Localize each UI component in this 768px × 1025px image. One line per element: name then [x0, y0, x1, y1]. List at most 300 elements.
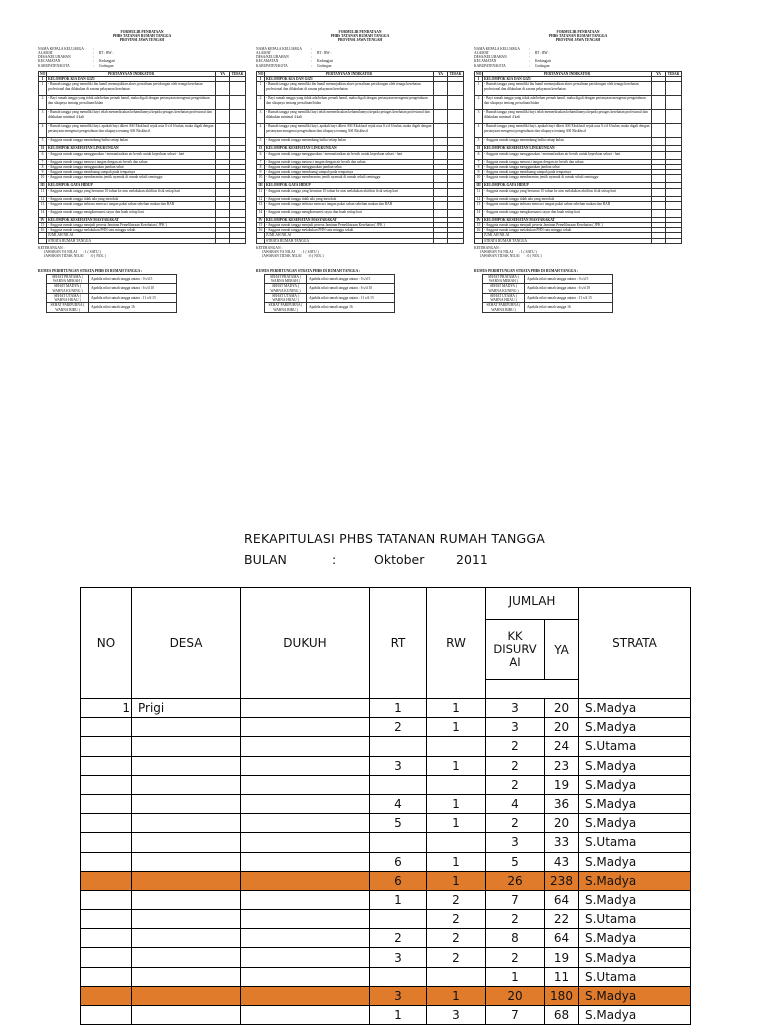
form-row-tidak-cell[interactable]	[230, 209, 246, 217]
form-meta-colon: :	[311, 46, 312, 51]
form-rumus-row	[483, 284, 613, 293]
form-col-question: PERTANYAAN INDIKATOR	[483, 71, 652, 76]
form-row-no: 4	[257, 124, 265, 138]
row-no	[81, 775, 132, 794]
form-row-ya-cell[interactable]	[434, 175, 448, 183]
form-rumus-desc: Apabila nilai rumah tangga antara : 11 s/d 15	[307, 293, 395, 302]
row-dukuh	[241, 756, 370, 775]
form-row-ya-cell[interactable]	[216, 151, 230, 159]
form-table-row	[475, 110, 682, 124]
form-keterangan-score: : 1 ( SATU )	[82, 250, 101, 255]
form-meta-key: ALAMAT	[474, 50, 489, 55]
form-table-row	[39, 110, 246, 124]
row-rt: 3	[370, 756, 427, 775]
table-row	[81, 794, 691, 813]
row-desa	[132, 718, 241, 737]
row-kk: 2	[486, 737, 545, 756]
row-kk: 20	[486, 986, 545, 1005]
form-rumus-desc: Apabila nilai rumah tangga antara : 6 s/d 10	[89, 284, 177, 293]
row-strata: S.Madya	[579, 986, 691, 1005]
form-row-ya-cell[interactable]	[216, 124, 230, 138]
form-row-no: 2	[39, 96, 47, 110]
form-row-question: - Anggota rumah tangga terbiasa mencuci tangan pakai sabun sebelum makan dan BAB	[265, 201, 434, 209]
form-rumus-row	[265, 284, 395, 293]
form-row-tidak-cell[interactable]	[230, 175, 246, 183]
form-row-question: - Anggota rumah tangga tidak ada yang merokok	[265, 196, 434, 201]
form-row-ya-cell[interactable]	[652, 96, 666, 110]
form-header-line: PROVINSI JAWA TENGAH	[555, 38, 601, 43]
form-row-tidak-cell[interactable]	[230, 188, 246, 196]
form-meta-value: Grobogan	[535, 63, 550, 68]
year-value: 2011	[456, 552, 488, 567]
form-row-no: II	[39, 146, 47, 151]
form-row-ya-cell[interactable]	[216, 175, 230, 183]
form-rumus-desc: Apabila nilai rumah tangga antara : 11 s/d 15	[89, 293, 177, 302]
form-rumus-desc: Apabila nilai rumah tangga antara : 0 s/d 5	[307, 274, 395, 283]
form-row-ya-cell[interactable]	[434, 124, 448, 138]
form-row-no: 12	[475, 196, 483, 201]
row-ya: 23	[545, 756, 579, 775]
form-row-question: - Anggota rumah tangga menggunakan / memanfaatkan air bersih untuk keperluan sehari - hari	[483, 151, 652, 159]
form-meta-key: DESA/KELURAHAN	[256, 55, 289, 60]
row-kk: 4	[486, 794, 545, 813]
form-row-tidak-cell[interactable]	[448, 201, 464, 209]
form-table-row	[257, 138, 464, 146]
form-keterangan-line	[474, 254, 682, 258]
row-ya: 19	[545, 948, 579, 967]
row-rw: 3	[427, 1006, 486, 1025]
form-rumus-row	[483, 303, 613, 312]
form-row-tidak-cell[interactable]	[666, 138, 682, 146]
row-rt	[370, 775, 427, 794]
form-row-question: KELOMPOK KESEHATAN LINGKUNGAN	[483, 146, 652, 151]
form-meta-key: KECAMATAN	[474, 59, 497, 64]
form-table-row	[475, 175, 682, 183]
form-row-question: JUMLAH NILAI	[265, 233, 434, 238]
form-row-no: 12	[39, 196, 47, 201]
form-row-tidak-cell[interactable]	[448, 188, 464, 196]
form-row-question: KELOMPOK KESEHATAN MASYARAKAT	[265, 217, 434, 222]
form-row-ya-cell[interactable]	[216, 110, 230, 124]
row-desa	[132, 967, 241, 986]
form-row-ya-cell[interactable]	[652, 82, 666, 96]
form-row-question: - Anggota rumah tangga menimbang balita setiap bulan	[265, 138, 434, 146]
form-table-row	[257, 96, 464, 110]
form-row-question: - Anggota rumah tangga yang berumur 10 tahun ke atas melakukan aktifitas fisik setiap hari	[47, 188, 216, 196]
form-meta-value: RT : RW :	[99, 50, 114, 55]
form-row-no: 7	[475, 159, 483, 164]
form-row-tidak-cell[interactable]	[448, 138, 464, 146]
form-row-no: 11	[39, 188, 47, 196]
form-row-no: III	[40, 183, 45, 188]
form-row-no: 10	[475, 175, 483, 183]
col-jumlah: JUMLAH	[486, 588, 579, 620]
form-row-question: KELOMPOK GAYA HIDUP	[265, 183, 434, 188]
form-rumus-table	[264, 274, 395, 313]
row-rw: 2	[427, 948, 486, 967]
row-strata: S.Madya	[579, 852, 691, 871]
row-kk: 2	[486, 775, 545, 794]
form-row-question: - Anggota rumah tangga tidak ada yang merokok	[47, 196, 216, 201]
form-row-question: - Anggota rumah tangga membuang sampah pada tempatnya	[47, 170, 216, 175]
row-no	[81, 929, 132, 948]
form-row-tidak-cell[interactable]	[230, 82, 246, 96]
form-row-tidak-cell[interactable]	[666, 151, 682, 159]
form-row-question: - Rumah tangga yang memiliki ibu hamil menunjukkan akses persalinan pertolongan oleh tenaga kesehatan profesional dan dilakukan di sarana pelayanan kesehatan	[47, 82, 216, 96]
form-row-no: 5	[257, 138, 265, 146]
row-ya: 19	[545, 775, 579, 794]
form-row-ya-cell[interactable]	[216, 201, 230, 209]
form-row-ya-cell[interactable]	[652, 151, 666, 159]
form-rumus-strata: SEHAT PARIPURNA ( WARNA BIRU )	[47, 303, 89, 312]
row-no	[81, 756, 132, 775]
form-row-question: - Rumah tangga yang memiliki bayi, apakah bayi diberi ASI Eksklusif sejak usia 0 s/d 6 bulan, maka digali dengan pertanyaan mengenai pengetahuan dan sikapnya tentang ASI Eksklusif	[265, 124, 434, 138]
row-rw: 1	[427, 986, 486, 1005]
form-keterangan-line	[256, 254, 464, 258]
form-row-tidak-cell[interactable]	[666, 82, 682, 96]
row-no	[81, 986, 132, 1005]
form-table-row	[39, 209, 246, 217]
col-desa: DESA	[132, 588, 241, 699]
form-row-no: I	[257, 77, 265, 82]
form-row-tidak-cell[interactable]	[230, 124, 246, 138]
row-rw	[427, 775, 486, 794]
form-row-ya-cell[interactable]	[434, 201, 448, 209]
form-row-ya-cell[interactable]	[216, 188, 230, 196]
row-no	[81, 852, 132, 871]
row-desa	[132, 794, 241, 813]
form-row-tidak-cell[interactable]	[448, 175, 464, 183]
form-row-ya-cell[interactable]	[652, 238, 666, 243]
row-rt: 3	[370, 948, 427, 967]
row-desa	[132, 890, 241, 909]
row-kk: 8	[486, 929, 545, 948]
form-meta-value: RT : RW :	[535, 50, 550, 55]
row-no	[81, 910, 132, 929]
row-rw: 2	[427, 929, 486, 948]
form-row-tidak-cell[interactable]	[666, 124, 682, 138]
form-keterangan-title: KETERANGAN :	[38, 245, 65, 250]
row-rw: 1	[427, 756, 486, 775]
form-row-no: 10	[39, 175, 47, 183]
form-row-question: KELOMPOK KIA DAN GIZI	[47, 77, 216, 82]
form-rumus-row	[483, 293, 613, 302]
table-row	[81, 833, 691, 852]
form-row-ya-cell[interactable]	[652, 201, 666, 209]
form-row-tidak-cell[interactable]	[448, 209, 464, 217]
form-header-line: FORMULIR PENDATAAN	[556, 30, 600, 34]
row-rw: 1	[427, 852, 486, 871]
form-row-no: III	[258, 183, 263, 188]
row-no	[81, 814, 132, 833]
row-kk: 7	[486, 1006, 545, 1025]
form-row-tidak-cell[interactable]	[448, 124, 464, 138]
survey-forms-area	[38, 30, 688, 430]
form-row-question: - Anggota rumah tangga menggunakan jamban sehat	[265, 164, 434, 169]
form-row-ya-cell[interactable]	[216, 138, 230, 146]
form-row-no: 3	[39, 110, 47, 124]
form-row-tidak-cell[interactable]	[666, 238, 682, 243]
form-keterangan	[474, 246, 682, 259]
form-row-tidak-cell[interactable]	[448, 151, 464, 159]
form-row-no: 11	[257, 188, 265, 196]
form-row-no: 3	[257, 110, 265, 124]
form-meta-colon: :	[93, 46, 94, 51]
form-rumus-row	[47, 293, 177, 302]
form-row-question: KELOMPOK GAYA HIDUP	[483, 183, 652, 188]
table-row	[81, 890, 691, 909]
form-row-tidak-cell[interactable]	[230, 110, 246, 124]
form-row-ya-cell[interactable]	[216, 238, 230, 243]
form-row-tidak-cell[interactable]	[666, 96, 682, 110]
form-row-no: 13	[257, 201, 265, 209]
form-row-question: - Anggota rumah tangga mengkonsumsi sayur dan buah setiap hari	[47, 209, 216, 217]
row-rt: 1	[370, 1006, 427, 1025]
form-col-no: NO	[476, 71, 482, 76]
form-rumus-strata: SEHAT PRATAMA ( WARNA MERAH )	[47, 274, 89, 283]
form-row-no: 15	[257, 222, 265, 227]
form-row-question: - Anggota rumah tangga menimbang balita setiap bulan	[483, 138, 652, 146]
table-row	[81, 718, 691, 737]
form-row-tidak-cell[interactable]	[666, 201, 682, 209]
row-ya: 180	[545, 986, 579, 1005]
form-row-no: 10	[257, 175, 265, 183]
form-row-question: - Anggota rumah tangga tidak ada yang merokok	[483, 196, 652, 201]
form-meta-colon: :	[311, 50, 312, 55]
form-table-row	[39, 238, 246, 243]
form-rumus-strata: SEHAT PRATAMA ( WARNA MERAH )	[265, 274, 307, 283]
form-meta-value: Kedungjati	[317, 59, 333, 64]
form-row-tidak-cell[interactable]	[666, 175, 682, 183]
form-row-tidak-cell[interactable]	[448, 96, 464, 110]
form-row-ya-cell[interactable]	[434, 82, 448, 96]
form-row-ya-cell[interactable]	[216, 209, 230, 217]
row-dukuh	[241, 775, 370, 794]
row-rt: 1	[370, 699, 427, 718]
row-strata: S.Madya	[579, 1006, 691, 1025]
survey-form-middle	[256, 30, 464, 313]
form-row-tidak-cell[interactable]	[666, 209, 682, 217]
form-row-question: - Anggota rumah tangga terbiasa mencuci tangan pakai sabun sebelum makan dan BAB	[483, 201, 652, 209]
form-row-question: - Rumah tangga yang memiliki ibu hamil menunjukkan akses persalinan pertolongan oleh tenaga kesehatan profesional dan dilakukan di sarana pelayanan kesehatan	[265, 82, 434, 96]
row-strata: S.Madya	[579, 699, 691, 718]
form-row-question: - Anggota rumah tangga mencuci tangan dengan air bersih dan sabun	[265, 159, 434, 164]
form-header-line: PHBS TATANAN RUMAH TANGGA	[548, 34, 608, 39]
row-kk: 3	[486, 718, 545, 737]
form-row-tidak-cell[interactable]	[448, 238, 464, 243]
form-meta	[38, 47, 246, 68]
form-rumus	[474, 269, 682, 313]
form-rumus-desc: Apabila nilai rumah tangga 16	[525, 303, 613, 312]
form-row-no: 8	[475, 164, 483, 169]
form-row-question: - Rumah tangga yang memiliki bayi, apakah bayi diberi ASI Eksklusif sejak usia 0 s/d 6 bulan, maka digali dengan pertanyaan mengenai pengetahuan dan sikapnya tentang ASI Eksklusif	[483, 124, 652, 138]
table-row	[81, 910, 691, 929]
row-strata: S.Madya	[579, 756, 691, 775]
row-ya: 11	[545, 967, 579, 986]
row-dukuh	[241, 929, 370, 948]
row-dukuh	[241, 890, 370, 909]
row-ya: 33	[545, 833, 579, 852]
month-colon: :	[332, 552, 337, 567]
form-row-ya-cell[interactable]	[652, 175, 666, 183]
form-row-ya-cell[interactable]	[434, 110, 448, 124]
form-row-question: KELOMPOK KIA DAN GIZI	[483, 77, 652, 82]
form-rumus-desc: Apabila nilai rumah tangga 16	[89, 303, 177, 312]
form-row-no: IV	[476, 217, 481, 222]
form-row-question: STRATA RUMAH TANGGA	[265, 238, 434, 243]
form-row-question: STRATA RUMAH TANGGA	[47, 238, 216, 243]
row-rt: 6	[370, 871, 427, 890]
form-row-tidak-cell[interactable]	[230, 151, 246, 159]
form-meta-row	[38, 64, 246, 68]
form-meta-colon: :	[93, 59, 94, 64]
form-header-line: PHBS TATANAN RUMAH TANGGA	[112, 34, 172, 39]
form-row-ya-cell[interactable]	[434, 138, 448, 146]
row-no	[81, 890, 132, 909]
form-row-no	[39, 238, 47, 243]
form-header-line: FORMULIR PENDATAAN	[120, 30, 164, 34]
form-row-no: IV	[258, 217, 263, 222]
form-row-question: - Anggota rumah tangga menjadi peserta Jaminan Pemeliharaan Kesehatan ( JPK )	[47, 222, 216, 227]
form-keterangan	[256, 246, 464, 259]
form-rumus	[256, 269, 464, 313]
form-keterangan-answer: JAWABAN TIDAK NILAI	[262, 254, 302, 259]
form-row-ya-cell[interactable]	[434, 151, 448, 159]
row-no: 1	[81, 699, 132, 718]
form-row-question: KELOMPOK GAYA HIDUP	[47, 183, 216, 188]
form-table-row	[39, 82, 246, 96]
table-row	[81, 737, 691, 756]
row-desa	[132, 737, 241, 756]
row-no	[81, 871, 132, 890]
form-row-ya-cell[interactable]	[434, 96, 448, 110]
form-row-tidak-cell[interactable]	[230, 138, 246, 146]
form-row-no: 14	[39, 209, 47, 217]
form-row-no: 2	[475, 96, 483, 110]
form-row-no: II	[475, 146, 483, 151]
form-row-ya-cell[interactable]	[216, 96, 230, 110]
form-rumus-row	[265, 274, 395, 283]
row-rw: 1	[427, 794, 486, 813]
col-rw: RW	[427, 588, 486, 699]
form-row-question: - Anggota rumah tangga menggunakan / memanfaatkan air bersih untuk keperluan sehari - hari	[47, 151, 216, 159]
form-table-row	[39, 201, 246, 209]
form-rumus-row	[265, 293, 395, 302]
form-row-tidak-cell[interactable]	[230, 238, 246, 243]
form-table-row	[39, 96, 246, 110]
form-rumus-row	[47, 303, 177, 312]
form-row-tidak-cell[interactable]	[448, 82, 464, 96]
form-col-ya: YA	[216, 71, 230, 76]
form-table-row	[257, 124, 464, 138]
row-rw: 2	[427, 890, 486, 909]
form-row-ya-cell[interactable]	[434, 209, 448, 217]
table-row	[81, 814, 691, 833]
form-rumus-desc: Apabila nilai rumah tangga antara : 0 s/d 5	[525, 274, 613, 283]
form-row-question: - Anggota rumah tangga menggunakan jamban sehat	[483, 164, 652, 169]
row-dukuh	[241, 852, 370, 871]
form-row-ya-cell[interactable]	[652, 138, 666, 146]
row-rt	[370, 737, 427, 756]
form-row-tidak-cell[interactable]	[230, 96, 246, 110]
form-row-question: - Anggota rumah tangga memberantas jentik nyamuk di rumah sekali seminggu	[483, 175, 652, 183]
form-rumus-row	[483, 274, 613, 283]
form-row-question: - Rumah tangga yang memiliki bayi telah memeriksakan kehamilannya kepada petugas kesehatan profesional dan dilakukan minimal 4 kali	[483, 110, 652, 124]
row-strata: S.Utama	[579, 910, 691, 929]
form-meta-colon: :	[529, 46, 530, 51]
form-row-question: - Anggota rumah tangga yang berumur 10 tahun ke atas melakukan aktifitas fisik setiap hari	[265, 188, 434, 196]
form-row-question: - Anggota rumah tangga membuang sampah pada tempatnya	[265, 170, 434, 175]
form-rumus-strata: SEHAT UTAMA ( WARNA HIJAU )	[47, 293, 89, 302]
form-table-row	[257, 110, 464, 124]
form-table-row	[257, 175, 464, 183]
row-ya: 20	[545, 699, 579, 718]
form-row-ya-cell[interactable]	[434, 238, 448, 243]
form-header-line: PHBS TATANAN RUMAH TANGGA	[330, 34, 390, 39]
form-keterangan-score: : 0 ( NOL )	[307, 254, 324, 259]
form-row-ya-cell[interactable]	[652, 209, 666, 217]
form-table-row	[475, 201, 682, 209]
form-keterangan-answer: JAWABAN TIDAK NILAI	[480, 254, 520, 259]
form-row-tidak-cell[interactable]	[448, 110, 464, 124]
form-row-no: 9	[475, 170, 483, 175]
row-rw: 1	[427, 699, 486, 718]
form-indicator-table	[256, 71, 464, 244]
form-row-ya-cell[interactable]	[652, 110, 666, 124]
form-row-ya-cell[interactable]	[652, 188, 666, 196]
form-row-question: JUMLAH NILAI	[47, 233, 216, 238]
form-meta-key: NAMA KEPALA KELUARGA	[256, 46, 302, 51]
form-table-row	[475, 209, 682, 217]
form-meta	[474, 47, 682, 68]
form-rumus-strata: SEHAT PARIPURNA ( WARNA BIRU )	[483, 303, 525, 312]
table-row	[81, 756, 691, 775]
table-row	[81, 775, 691, 794]
row-rw: 1	[427, 814, 486, 833]
row-no	[81, 1006, 132, 1025]
form-row-tidak-cell[interactable]	[230, 201, 246, 209]
form-meta-colon: :	[529, 50, 530, 55]
table-row	[81, 871, 691, 890]
row-desa	[132, 833, 241, 852]
form-row-no: 8	[257, 164, 265, 169]
form-keterangan-answer: JAWABAN YA NILAI	[44, 250, 77, 255]
form-row-ya-cell[interactable]	[216, 82, 230, 96]
row-strata: S.Madya	[579, 794, 691, 813]
row-dukuh	[241, 948, 370, 967]
form-meta-key: DESA/KELURAHAN	[38, 55, 71, 60]
form-table-row	[257, 151, 464, 159]
form-row-no: 1	[257, 82, 265, 96]
form-meta-colon: :	[529, 55, 530, 60]
form-row-ya-cell[interactable]	[652, 124, 666, 138]
row-rw: 1	[427, 718, 486, 737]
form-table-row	[39, 124, 246, 138]
row-rw	[427, 967, 486, 986]
form-meta-colon: :	[529, 63, 530, 68]
row-strata: S.Utama	[579, 833, 691, 852]
form-col-ya: YA	[434, 71, 448, 76]
row-kk: 3	[486, 699, 545, 718]
form-row-question: - Bayi rumah tangga yang tidak ada/belum pernah hamil, maka digali dengan pertanyaan mengenai pengetahuan dan sikapnya tentang persalinan/bidan	[265, 96, 434, 110]
form-row-ya-cell[interactable]	[434, 188, 448, 196]
form-row-tidak-cell[interactable]	[666, 188, 682, 196]
form-row-tidak-cell[interactable]	[666, 110, 682, 124]
row-no	[81, 833, 132, 852]
form-meta-value: Kedungjati	[99, 59, 115, 64]
form-row-no: 5	[475, 138, 483, 146]
row-rt: 2	[370, 718, 427, 737]
